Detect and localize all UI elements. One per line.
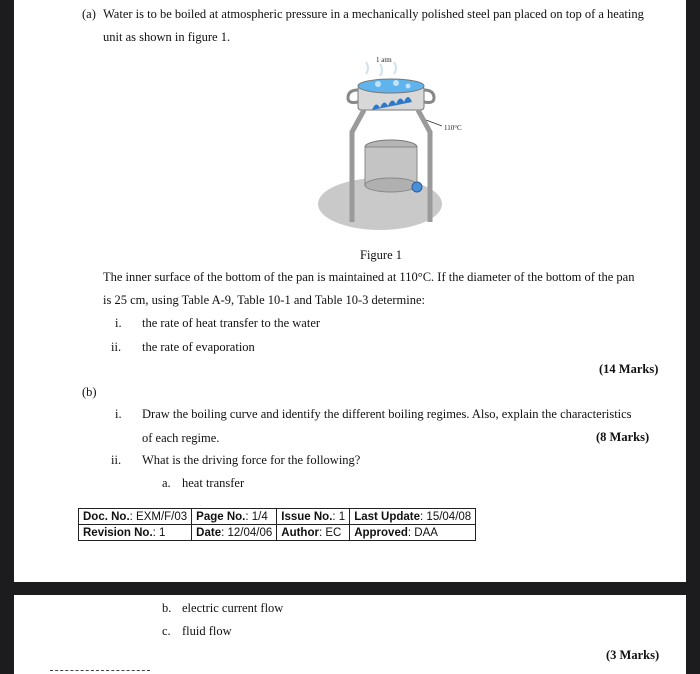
approved-cell: Approved: DAA (350, 525, 476, 541)
part-a-marks: (14 Marks) (599, 362, 659, 376)
subitem-a-text: heat transfer (182, 476, 245, 490)
figure-1-boiling-pan (314, 52, 474, 232)
part-b-item-ii-marks: (3 Marks) (606, 648, 660, 662)
figure-caption: Figure 1 (360, 248, 403, 262)
paragraph-line2: is 25 cm, using Table A-9, Table 10-1 and Table 10-3 determine: (103, 293, 425, 307)
part-b-label: (b) (82, 385, 97, 399)
subitem-a-letter: a. (162, 476, 171, 490)
item-ii-text: the rate of evaporation (142, 340, 255, 354)
issue-no-cell: Issue No.: 1 (277, 509, 350, 525)
doc-no-cell: Doc. No.: EXM/F/03 (79, 509, 192, 525)
subitem-b-text: electric current flow (182, 601, 284, 615)
divider (50, 670, 150, 671)
bubble (393, 80, 399, 86)
item-i-text: the rate of heat transfer to the water (142, 316, 321, 330)
knob-icon (412, 182, 422, 192)
pan-handle-right (424, 90, 434, 103)
bubble (375, 81, 381, 87)
part-b-item-ii-number: ii. (111, 453, 122, 467)
last-update-cell: Last Update: 15/04/08 (350, 509, 476, 525)
atm-label: 1 atm (376, 56, 392, 64)
part-b-item-i-line1: Draw the boiling curve and identify the different boiling regimes. Also, explain the characteristics (142, 407, 632, 421)
page-no-cell: Page No.: 1/4 (192, 509, 277, 525)
bubble (406, 84, 411, 89)
subitem-b-letter: b. (162, 601, 172, 615)
document-footer-table (78, 508, 476, 541)
steam-icon (366, 62, 396, 76)
part-b-item-ii-text: What is the driving force for the following? (142, 453, 361, 467)
part-a-label: (a) (82, 7, 96, 21)
document-page-2 (14, 595, 686, 674)
revision-no-cell: Revision No.: 1 (79, 525, 192, 541)
part-b-item-i-marks: (8 Marks) (596, 430, 650, 444)
part-a-text-line1: Water is to be boiled at atmospheric pressure in a mechanically polished steel pan placed on top of a heating (103, 7, 644, 21)
item-ii-number: ii. (111, 340, 122, 354)
subitem-c-letter: c. (162, 624, 171, 638)
subitem-c-text: fluid flow (182, 624, 232, 638)
pan-handle-left (348, 90, 358, 103)
author-cell: Author: EC (277, 525, 350, 541)
temp-label: 110°C (444, 124, 462, 132)
date-cell: Date: 12/04/06 (192, 525, 277, 541)
part-a-text-line2: unit as shown in figure 1. (103, 30, 231, 44)
item-i-number: i. (115, 316, 122, 330)
document-page-1 (14, 0, 686, 582)
part-b-item-i-line2: of each regime. (142, 431, 220, 445)
pan-water (358, 79, 424, 93)
burner-base-bottom (365, 178, 417, 192)
paragraph-line1: The inner surface of the bottom of the pan is maintained at 110°C. If the diameter of the bottom of the pan (103, 270, 635, 284)
part-b-item-i-number: i. (115, 407, 122, 421)
